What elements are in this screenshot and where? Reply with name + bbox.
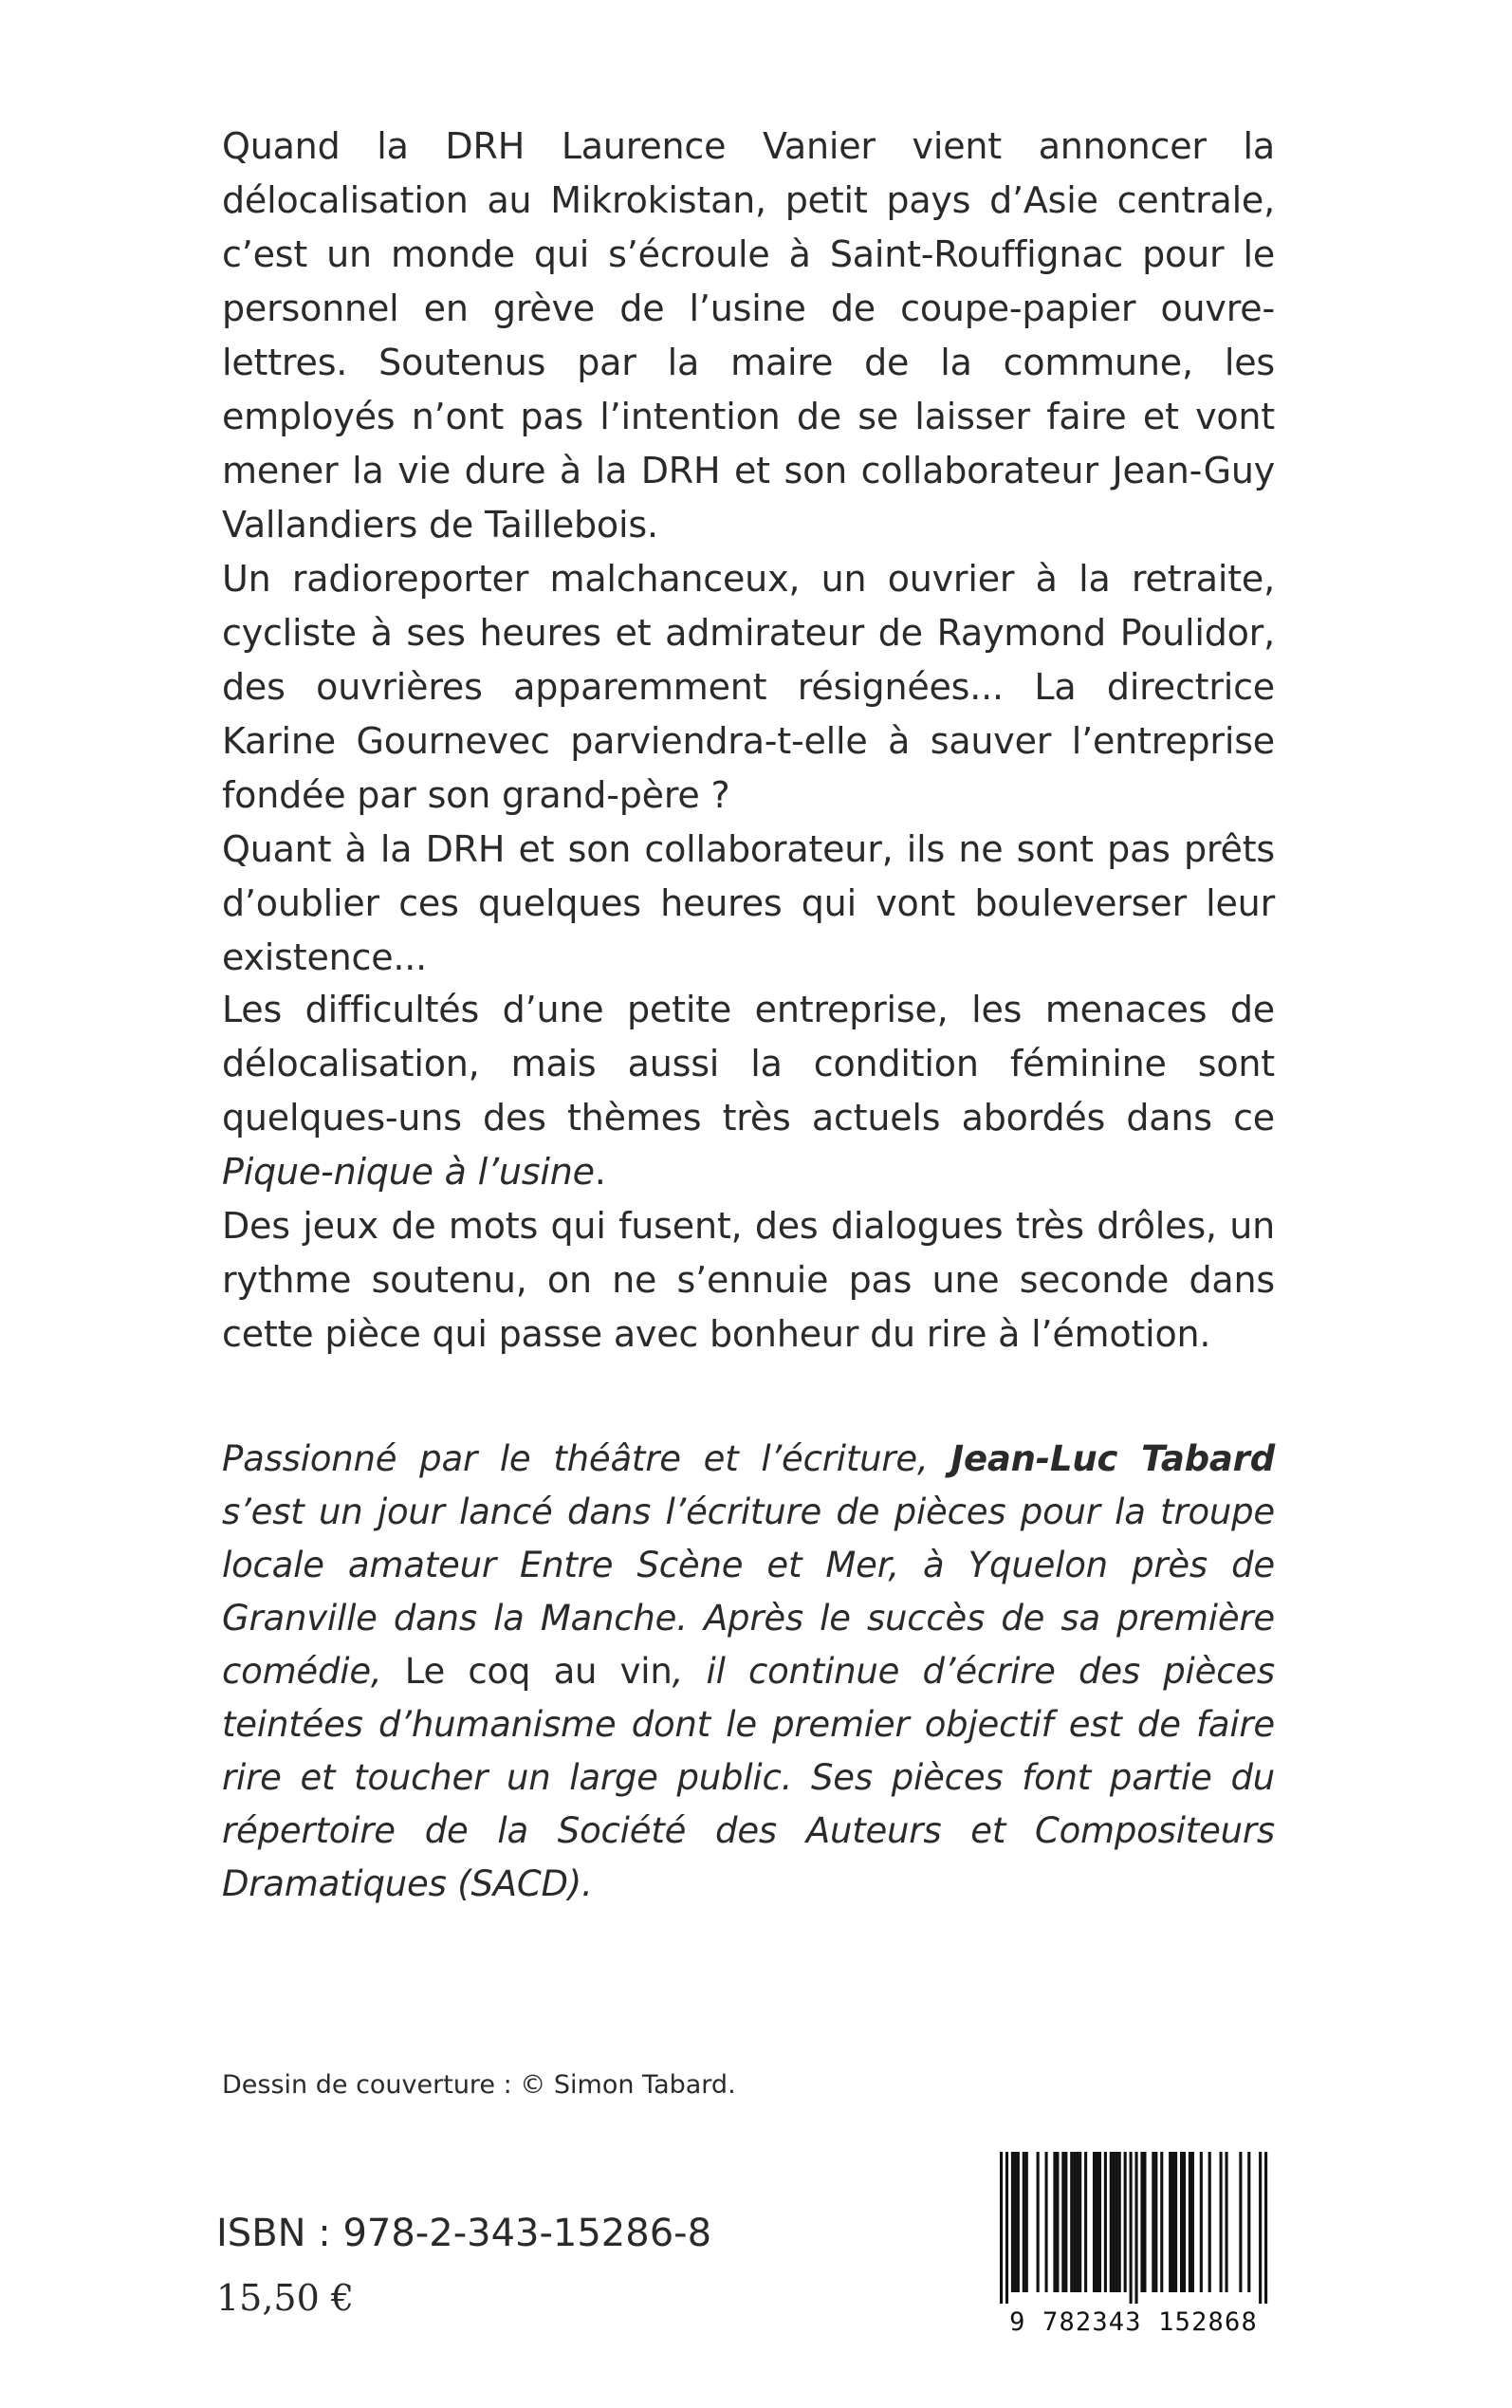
barcode-bar bbox=[1154, 2152, 1157, 2292]
barcode-bar bbox=[1174, 2152, 1177, 2292]
barcode-guard-bar bbox=[1005, 2152, 1008, 2304]
barcode-bar bbox=[1070, 2152, 1073, 2292]
barcode-bar bbox=[1110, 2152, 1113, 2292]
barcode-bar bbox=[1113, 2152, 1116, 2292]
barcode-bar bbox=[1189, 2152, 1191, 2292]
barcode-bar bbox=[1098, 2152, 1101, 2292]
barcode-bar bbox=[1247, 2152, 1250, 2292]
author-bio bbox=[222, 1433, 1275, 1911]
barcode-bar bbox=[1152, 2152, 1154, 2292]
barcode-bar bbox=[1017, 2152, 1020, 2292]
barcode-bar bbox=[1200, 2152, 1203, 2292]
barcode-bar bbox=[1073, 2152, 1076, 2292]
play-title: Pique-nique à l’usine bbox=[222, 1151, 595, 1193]
barcode-bar bbox=[1053, 2152, 1056, 2292]
synopsis-paragraph-1: Quand la DRH Laurence Vanier vient annoncer la délocalisation au Mikrokistan, petit pays d’Asie centrale, c’est un monde qui s’écroule à Saint-Rouffignac pour le personnel en grève de l’usine de coupe-papier ouvre-lettres. Soutenus par la maire de la commune, les employés n’ont pas l’intention de se laisser faire et vont mener la vie dure à la DRH et son collaborateur Jean-Guy Vallandiers de Taillebois. bbox=[222, 125, 1275, 546]
barcode-bar bbox=[1011, 2152, 1014, 2292]
barcode-guard-bar bbox=[1259, 2152, 1262, 2304]
barcode-bar bbox=[1124, 2152, 1127, 2292]
barcode-bar bbox=[1093, 2152, 1096, 2292]
barcode-bar bbox=[1169, 2152, 1171, 2292]
barcode bbox=[986, 2152, 1281, 2342]
author-bio-paragraph bbox=[222, 1433, 1275, 1911]
barcode-bar bbox=[1160, 2152, 1163, 2292]
barcode-bar bbox=[1220, 2152, 1223, 2292]
themes-paragraph-1 bbox=[222, 983, 1275, 1199]
barcode-guard-bar bbox=[1130, 2152, 1133, 2304]
barcode-bar bbox=[1037, 2152, 1040, 2292]
barcode-bar bbox=[1104, 2152, 1107, 2292]
barcode-bar bbox=[1023, 2152, 1025, 2292]
author-bio-end: , il continue d’écrire des pièces teintées d’humanisme dont le premier objectif est de faire rire et toucher un large public. Ses pièces font partie du répertoire de la Société des Auteurs et Compositeurs Dramatiques (SACD). bbox=[222, 1651, 1275, 1904]
barcode-bar bbox=[1180, 2152, 1183, 2292]
barcode-bar bbox=[1118, 2152, 1121, 2292]
barcode-bar bbox=[1208, 2152, 1211, 2292]
themes-paragraph-2: Des jeux de mots qui fusent, des dialogues très drôles, un rythme soutenu, on ne s’ennuie pas une seconde dans cette pièce qui passe avec bonheur du rire à l’émotion. bbox=[222, 1205, 1275, 1355]
barcode-bar bbox=[1061, 2152, 1064, 2292]
barcode-bars bbox=[986, 2152, 1281, 2304]
author-bio-intro: Passionné par le théâtre et l’écriture, bbox=[222, 1438, 951, 1479]
barcode-bar bbox=[1076, 2152, 1079, 2292]
barcode-guard-bar bbox=[1134, 2152, 1137, 2304]
barcode-bar bbox=[1171, 2152, 1174, 2292]
synopsis-paragraph-3: Quant à la DRH et son collaborateur, ils ne sont pas prêts d’oublier ces quelques heures qui vont bouleverser leur existence... bbox=[222, 828, 1275, 978]
barcode-bar bbox=[1044, 2152, 1047, 2292]
barcode-bar bbox=[1143, 2152, 1146, 2292]
barcode-guard-bar bbox=[1264, 2152, 1267, 2304]
author-bio-middle: s’est un jour lancé dans l’écriture de pièces pour la troupe locale amateur Entre Scène et Mer, à Yquelon près de Granville dans la Manche. Après le succès de sa première comédie, bbox=[222, 1491, 1275, 1692]
barcode-digits: 9 782343 152868 bbox=[1009, 2307, 1258, 2337]
author-name: Jean-Luc Tabard bbox=[950, 1438, 1275, 1479]
barcode-bar bbox=[1096, 2152, 1098, 2292]
price: 15,50 € bbox=[216, 2277, 355, 2319]
synopsis-text bbox=[222, 120, 1275, 985]
barcode-bar bbox=[1079, 2152, 1081, 2292]
barcode-bar bbox=[1116, 2152, 1118, 2292]
themes-text bbox=[222, 983, 1275, 1361]
synopsis-paragraph-2: Un radioreporter malchanceux, un ouvrier à la retraite, cycliste à ses heures et admirateur de Raymond Poulidor, des ouvrières apparemment résignées... La directrice Karine Gournevec parviendra-t-elle à sauver l’entreprise fondée par son grand-père ? bbox=[222, 558, 1275, 816]
barcode-bar bbox=[1140, 2152, 1143, 2292]
isbn-number: ISBN : 978-2-343-15286-8 bbox=[216, 2212, 712, 2255]
barcode-bar bbox=[1183, 2152, 1186, 2292]
barcode-bar bbox=[1014, 2152, 1017, 2292]
barcode-bar bbox=[1225, 2152, 1227, 2292]
barcode-bar bbox=[1191, 2152, 1194, 2292]
barcode-bar bbox=[1056, 2152, 1059, 2292]
first-comedy-title: Le coq au vin bbox=[404, 1651, 673, 1692]
barcode-bar bbox=[1064, 2152, 1067, 2292]
barcode-bar bbox=[1084, 2152, 1087, 2292]
themes-intro: Les difficultés d’une petite entreprise, les menaces de délocalisation, mais aussi la condition féminine sont quelques-uns des thèmes très actuels abordés dans ce bbox=[222, 989, 1275, 1139]
themes-period: . bbox=[594, 1151, 606, 1193]
cover-credit: Dessin de couverture : © Simon Tabard. bbox=[222, 2070, 736, 2100]
barcode-guard-bar bbox=[1000, 2152, 1003, 2304]
barcode-bar bbox=[1239, 2152, 1242, 2292]
barcode-bar bbox=[1025, 2152, 1028, 2292]
